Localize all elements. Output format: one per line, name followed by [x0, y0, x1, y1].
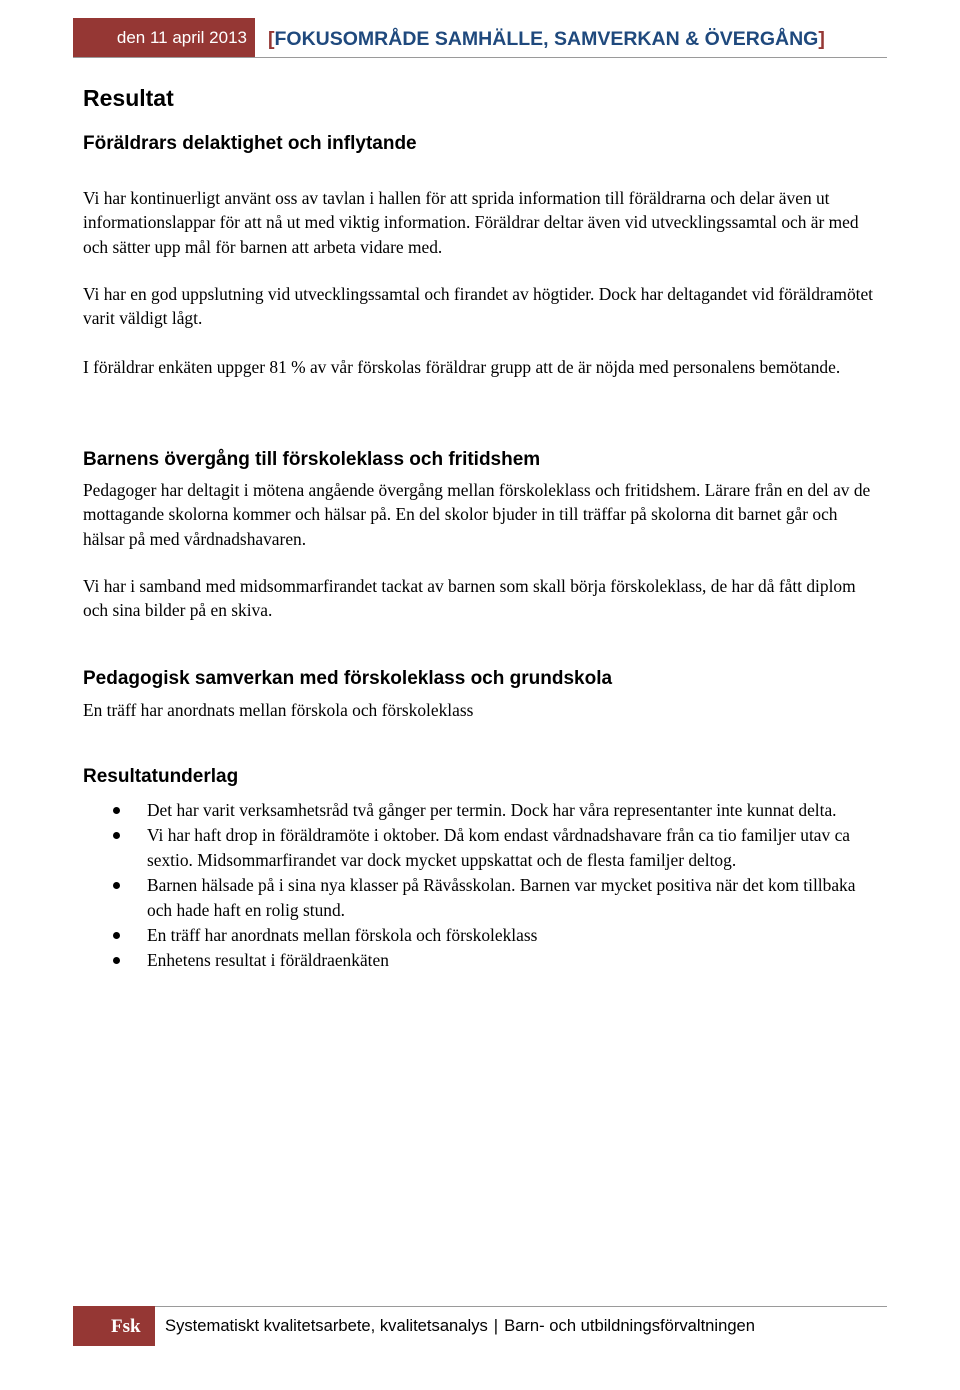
bullet-icon [113, 807, 120, 814]
section-title-transition: Barnens övergång till förskoleklass och fritidshem [83, 449, 541, 470]
list-item [83, 923, 873, 947]
result-basis-list [83, 798, 873, 973]
paragraph: I föräldrar enkäten uppger 81 % av vår förskolas föräldrar grupp att de är nöjda med personalens bemötande. [83, 357, 841, 377]
header-divider [73, 57, 887, 58]
paragraph: Vi har en god uppslutning vid utvecklingssamtal och firandet av högtider. Dock har deltagandet vid föräldramötet varit väldigt lågt. [83, 284, 874, 329]
page-title: Resultat [83, 85, 174, 111]
list-item-text: Enhetens resultat i föräldraenkäten [147, 950, 389, 971]
paragraph: Vi har kontinuerligt använt oss av tavlan i hallen för att sprida information till föräldrarna och delar även ut informationslappar för att nå ut med viktig information. Föräldrar deltar även vid utvecklingssamtal och är med och sätter upp mål för barnen att arbeta vidare med. [83, 188, 859, 257]
list-item [83, 798, 873, 822]
paragraph: Vi har i samband med midsommarfirandet tackat av barnen som skall börja förskoleklass, de har då fått diplom och sina bilder på en skiva. [83, 576, 856, 621]
list-item [83, 948, 873, 972]
paragraph: Pedagoger har deltagit i mötena angående övergång mellan förskoleklass och fritidshem. Lärare från en del av de mottagande skolorna kommer och hälsar på. En del skolor bjuder in till träffar på skolorna dit barnet går och hälsar på med vårdnadshavaren. [83, 480, 871, 549]
list-item-text: En träff har anordnats mellan förskola och förskoleklass [147, 925, 538, 946]
header-bracket-close: ] [818, 28, 825, 50]
list-item-text: Det har varit verksamhetsråd två gånger per termin. Dock har våra representanter inte kunnat delta. [147, 800, 837, 820]
footer-badge [73, 1306, 155, 1346]
footer-text-left: Systematiskt kvalitetsarbete, kvalitetsanalys [165, 1316, 488, 1335]
section-title-result-basis: Resultatunderlag [83, 766, 239, 787]
list-item-text: Barnen hälsade på i sina nya klasser på Rävåsskolan. Barnen var mycket positiva när det kom tillbaka och hade haft en rolig stund. [147, 875, 856, 920]
header-bracket-open: [ [268, 28, 275, 50]
section-title-parental-involvement: Föräldrars delaktighet och inflytande [83, 133, 417, 154]
footer-text-right: Barn- och utbildningsförvaltningen [504, 1316, 756, 1335]
header-title-text: FOKUSOMRÅDE SAMHÄLLE, SAMVERKAN & ÖVERGÅNG [274, 28, 819, 50]
footer-badge-label: Fsk [111, 1316, 141, 1337]
section-title-pedagogical-cooperation: Pedagogisk samverkan med förskoleklass och grundskola [83, 668, 613, 689]
bullet-icon [113, 882, 120, 889]
list-item-text: Vi har haft drop in föräldramöte i oktober. Då kom endast vårdnadshavare från ca tio familjer utav ca sextio. Midsommarfirandet var dock mycket uppskattat och de flesta familjer deltog. [147, 825, 851, 870]
bullet-icon [113, 832, 120, 839]
list-item [83, 823, 873, 872]
footer-text [165, 1316, 755, 1336]
footer-divider [155, 1306, 887, 1307]
bullet-icon [113, 957, 120, 964]
header-date: den 11 april 2013 [73, 18, 255, 58]
list-item [83, 873, 873, 922]
paragraph: En träff har anordnats mellan förskola och förskoleklass [83, 700, 474, 720]
footer-separator: | [493, 1316, 499, 1335]
bullet-icon [113, 932, 120, 939]
header-title [268, 28, 825, 51]
